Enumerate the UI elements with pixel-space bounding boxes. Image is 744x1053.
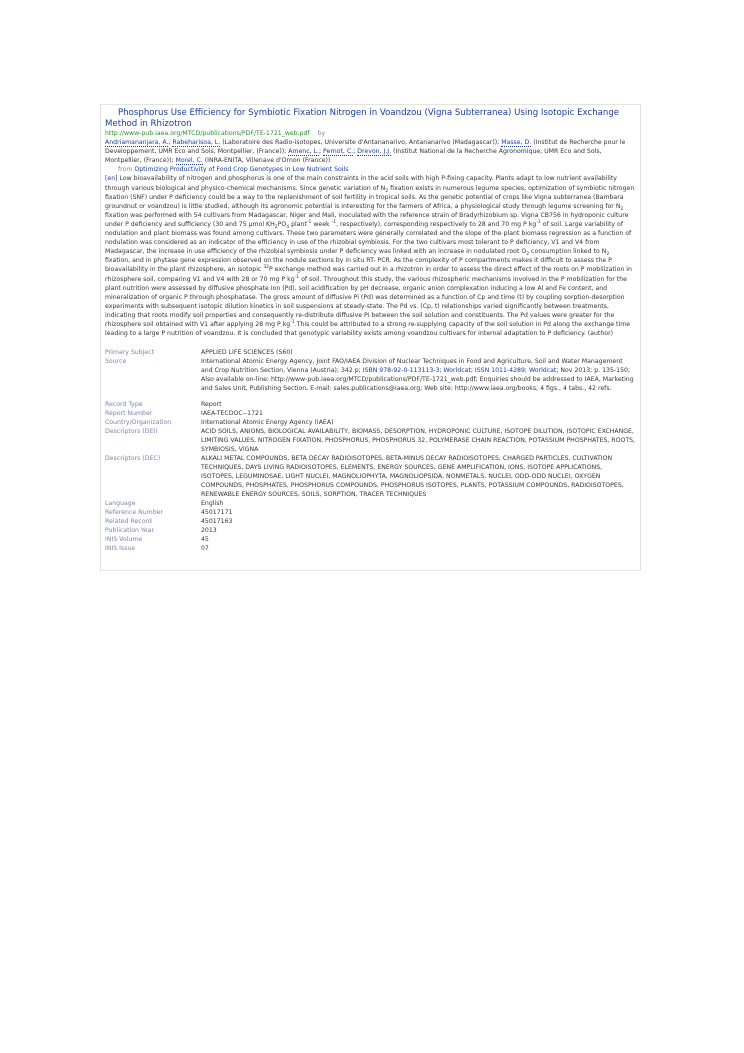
inis-issue-link[interactable]: 07 xyxy=(201,545,209,553)
meta-row-primary-subject xyxy=(105,348,636,357)
meta-row-country xyxy=(105,418,636,427)
meta-row-report-number xyxy=(105,409,636,418)
inis-volume-link[interactable]: 45 xyxy=(201,536,209,544)
author-link[interactable]: Masse, D. xyxy=(501,139,532,147)
meta-row-volume xyxy=(105,535,636,544)
subscript: 2 xyxy=(385,188,389,194)
subscript: 2 xyxy=(606,252,610,258)
meta-row-language xyxy=(105,499,636,508)
worldcat-link[interactable]: Worldcat xyxy=(443,367,471,375)
meta-row-reference xyxy=(105,508,636,517)
author-link[interactable]: Drevon, J.J. xyxy=(357,148,392,156)
record-title[interactable]: Phosphorus Use Efficiency for Symbiotic Fixation Nitrogen in Voandzou (Vigna Subterranea) Using Isotopic Exchange Method in Rhizotron xyxy=(105,108,620,129)
authors-block xyxy=(105,138,636,165)
meta-label: Report Number xyxy=(105,410,153,418)
author-link[interactable]: Amenc, L. xyxy=(288,148,319,156)
author-separator: ; xyxy=(318,148,324,156)
superscript: -1 xyxy=(290,319,295,325)
abstract-text: of soil. Large variability of nodulation and plant biomass was found among cultivars. These two parameters were generally correlated and the slope of the plant biomass regression as a function of nodulation was considered as an indicator of the efficiency in use of the rhizobial symbiosis. For the two cultivars most tolerant to P deficiency, V1 and V4 from Madagascar, the increase in use efficiency of the rhizobial symbiosis under P deficiency was linked with an increase in nodulated root O xyxy=(105,220,632,256)
country-link[interactable]: International Atomic Energy Agency (IAEA) xyxy=(201,419,334,427)
source-separator: ; xyxy=(439,367,444,375)
source-separator: ; xyxy=(524,367,529,375)
metadata-table xyxy=(105,348,636,553)
abstract-text: consumption linked to N xyxy=(529,248,607,256)
source-text: International Atomic Energy Agency, Joint FAO/IAEA Division of Nuclear Techniques in Food and Agriculture, Soil and Water Management and Crop Nutrition Section, Vienna (Austria); 342 p; xyxy=(201,358,623,375)
meta-label: INIS Volume xyxy=(105,536,143,544)
source-value xyxy=(201,357,636,393)
related-record-link[interactable]: 45017163 xyxy=(201,518,233,526)
meta-label: Language xyxy=(105,500,136,508)
meta-label: Reference Number xyxy=(105,509,163,517)
abstract xyxy=(105,174,636,338)
superscript: 32 xyxy=(263,265,270,271)
abstract-text: fixation, and in phytase gene expression observed on the nodule sections by in situ RT- PCR. As the complexity of P compartments makes it difficult to assess the P bioavailability in the plant rhizosphere, an isotopic xyxy=(105,257,612,274)
abstract-text: fixation was performed with 54 cultivars from Madagascar, Niger and Mali, inoculated with the reference strain of Bradyrhizobium sp. Vigna CB756 in hydroponic culture under P deficiency and sufficiency (30 and 75 µmol KH xyxy=(105,211,629,228)
meta-row-dei xyxy=(105,427,636,454)
abstract-text: , respectively), corresponding respectively to 28 and 70 mg P kg xyxy=(336,220,537,228)
meta-spacer xyxy=(105,393,636,400)
meta-label: Publication Year xyxy=(105,527,155,535)
author-separator: , xyxy=(168,139,173,147)
author-separator: ; xyxy=(353,148,358,156)
author-affiliation: (Laboratoire des Radio-isotopes, Universite d'Antananarivo, Antananarivo (Madagascar)); xyxy=(220,139,502,147)
abstract-text: Low bioavailability of nitrogen and phosphorus is one of the main constraints in the acid soils with high P-fixing capacity. Plants adapt to low nutrient availability through various biological and physico-chemical mechanisms. Since genetic variation of N xyxy=(105,175,617,192)
language-link[interactable]: English xyxy=(201,500,224,508)
meta-row-issue xyxy=(105,544,636,553)
meta-row-dec xyxy=(105,454,636,499)
meta-label: Country/Organization xyxy=(105,419,172,427)
url-line xyxy=(105,129,636,138)
abstract-text: of soil. Throughout this study, the various rhizospheric mechanisms involved in the P mobilization for the plant nutrition were assessed by diffusive phosphate ion (Pd), soil acidification by pH decrease, organic anion complexation inducing a low Al and Fe content, and mineralization of organic P through phosphatase. The gross amount of diffusive Pi (Pd) was determined as a function of Cp and time (t) by coupling sorption-desorption experiments with subsequent isotopic dilution kinetics in soil suspensions at steady-state. The Pd vs. (Cp, t) relationships varied significantly between treatments, indicating that roots modify soil properties and consequently re-distribute diffusive Pi between the soil solution and constituents. The Pd values were greater for the rhizosphere soil obtained with V1 after applying 28 mg P kg xyxy=(105,275,627,328)
meta-label: Record Type xyxy=(105,401,143,409)
superscript: -1 xyxy=(306,219,312,225)
author-link[interactable]: Pernot, C. xyxy=(323,148,354,156)
source-text: ; Nov 2013; p. 135-150; Also available on-line: http://www-pub.iaea.org/MTCD/publications/PDF/TE-1721_web.pdf; Enquiries should be addressed to IAEA, Marketing and Sales Unit, Publishing Section, E-mail: sales.publications@iaea.org; Web site: http://www.iaea.org/books; 4 figs., 4 tabs., 42 refs. xyxy=(201,367,634,393)
source-separator: ; xyxy=(470,367,475,375)
pdf-link[interactable]: http://www-pub.iaea.org/MTCD/publications/PDF/TE-1721_web.pdf xyxy=(105,130,310,137)
meta-label: Primary Subject xyxy=(105,349,155,357)
superscript: -1 xyxy=(536,219,541,225)
from-line xyxy=(118,165,636,174)
author-affiliation: (Institut de Recherche pour le Developpement, UMR Eco and Sols, Montpellier, (France)); xyxy=(105,139,626,156)
meta-label: Descriptors (DEC) xyxy=(105,455,161,463)
meta-row-related xyxy=(105,517,636,526)
abstract-text: fixation exists in numerous legume species, optimization of symbiotic nitrogen fixation (SNF) under P deficiency could be a way to the replenishment of soil fertility in tropical soils. As the genetic potential of crops like Vigna subterranea (Bambara groundnut or voandzou) is little studied, although its agronomic potential is interesting for the farmers of Africa, a physiological study through legume screening for N xyxy=(105,184,635,210)
author-affiliation: (INRA-ENITA, Villenave d'Ornon (France)) xyxy=(202,157,331,165)
abstract-text: PO xyxy=(277,220,287,228)
meta-label: Related Record xyxy=(105,518,152,526)
subscript: 2 xyxy=(274,225,278,231)
meta-label: Descriptors (DEI) xyxy=(105,428,158,436)
record-card xyxy=(100,104,641,571)
superscript: -1 xyxy=(294,274,300,280)
record-type-value: Report xyxy=(201,401,222,409)
meta-row-record-type xyxy=(105,400,636,409)
superscript: -1 xyxy=(331,219,337,225)
publication-year-link[interactable]: 2013 xyxy=(201,527,217,535)
subscript: 4 xyxy=(286,225,290,231)
abstract-text: week xyxy=(311,220,332,228)
author-link[interactable]: Andriamananjara, A. xyxy=(105,139,169,147)
meta-label: INIS Issue xyxy=(105,545,136,553)
author-affiliation: (Institut National de la Recherche Agronomique, UMR Eco and Sols, Montpellier, (France)); xyxy=(105,148,602,165)
reference-number-value: 45017171 xyxy=(201,509,233,517)
subscript: 2 xyxy=(620,206,624,212)
abstract-text: .This could be attributed to a strong re-supplying capacity of the soil solution in Pd along the exchange time leading to a large P nutrition of voandzou. It is concluded that genotypic variability exists among voandzou cultivars for internal adaptation to P deficiency. (author) xyxy=(105,320,631,338)
parent-record-link[interactable]: Optimizing Productivity of Food Crop Genotypes in Low Nutrient Soils xyxy=(134,166,349,174)
meta-row-source xyxy=(105,357,636,393)
language-tag: [en] xyxy=(105,175,118,183)
subscript: 2 xyxy=(526,252,530,258)
author-link[interactable]: Morel, C. xyxy=(175,157,203,165)
meta-row-year xyxy=(105,526,636,535)
report-number-link[interactable]: IAEA-TECDOC--1721 xyxy=(201,410,263,418)
primary-subject-link[interactable]: APPLIED LIFE SCIENCES (S60) xyxy=(201,349,293,357)
by-label: by xyxy=(317,130,326,137)
meta-label: Source xyxy=(105,358,127,366)
descriptors-dec-links[interactable]: ALKALI METAL COMPOUNDS, BETA DECAY RADIOISOTOPES, BETA-MINUS DECAY RADIOISOTOPES, CHARGED PARTICLES, CULTIVATION TECHNIQUES, DAYS LIVING RADIOISOTOPES, ELEMENTS, ENERGY SOURCES, GENE AMPLIFICATION, IONS, ISOTOPE APPLICATIONS, ISOTOPES, LEGUMINOSAE, LIGHT NUCLEI, MAGNOLIOPHYTA, MAGNOLIOPSIDA, NONMETALS, NUCLEI, ODD-ODD NUCLEI, OXYGEN COMPOUNDS, PHOSPHATES, PHOSPHORUS COMPOUNDS, PHOSPHORUS ISOTOPES, PLANTS, POTASSIUM COMPOUNDS, RADIOISOTOPES, RENEWABLE ENERGY SOURCES, SOILS, SORPTION, TRACER TECHNIQUES xyxy=(201,455,624,499)
from-label: from xyxy=(118,166,133,174)
abstract-text: plant xyxy=(289,220,307,228)
author-link[interactable]: Rabeharisoa, L. xyxy=(172,139,221,147)
descriptors-dei-links[interactable]: ACID SOILS, ANIONS, BIOLOGICAL AVAILABILITY, BIOMASS, DESORPTION, HYDROPONIC CULTURE, ISOTOPE DILUTION, ISOTOPIC EXCHANGE, LIMITING VALUES, NITROGEN FIXATION, PHOSPHORUS, PHOSPHORUS 32, POLYMERASE CHAIN REACTION, POTASSIUM PHOSPHATES, ROOTS, SYMBIOSIS, VIGNA xyxy=(201,428,636,454)
abstract-text: P exchange method was carried out in a rhizotron in order to assess the direct effect of the roots on P mobilization in rhizosphere soil, comparing V1 and V4 with 28 or 70 mg P kg xyxy=(105,266,632,283)
issn-link[interactable]: ISSN 1011-4289 xyxy=(474,367,525,375)
worldcat-link[interactable]: Worldcat xyxy=(528,367,557,375)
isbn-link[interactable]: ISBN 978-92-0-113113-3 xyxy=(362,367,440,375)
